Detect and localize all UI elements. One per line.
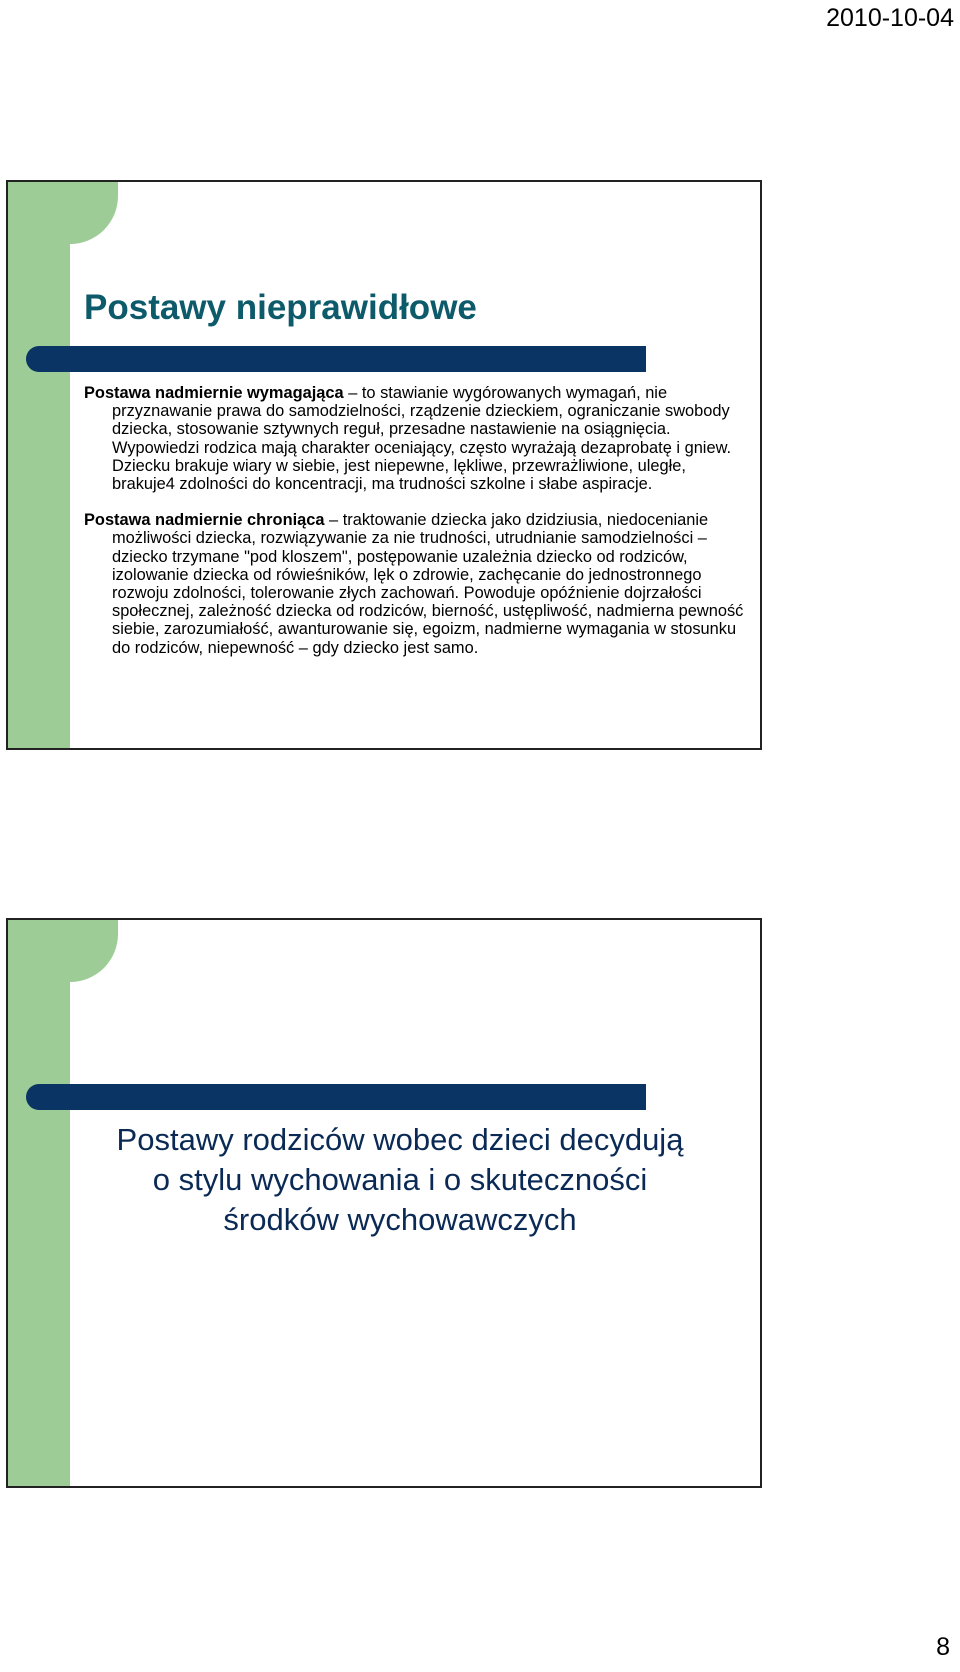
page-date: 2010-10-04 — [826, 4, 954, 32]
slide-1 — [6, 180, 762, 750]
slide-2 — [6, 918, 762, 1488]
term-overprotective: Postawa nadmiernie chroniąca — [84, 511, 325, 530]
page-number: 8 — [936, 1633, 950, 1661]
slide-body — [84, 384, 744, 675]
slide-title: Postawy nieprawidłowe — [84, 288, 477, 327]
slide-statement — [70, 1120, 730, 1240]
green-corner-decoration — [8, 182, 118, 244]
paragraph-overprotective — [84, 511, 744, 657]
green-corner-decoration — [8, 920, 118, 982]
text-demanding: – to stawianie wygórowanych wymagań, nie przyznawanie prawa do samodzielności, rządzenie dzieckiem, ograniczanie swobody dziecka, stosowanie sztywnych reguł, przesadne nastawienie na osiągnięcia. Wypowiedzi rodzica mają charakter oceniający, często wyrażają dezaprobatę i gniew. Dziecku brakuje wiary w siebie, jest niepewne, lękliwe, przewrażliwione, uległe, brakuje4 zdolności do koncentracji, ma trudności szkolne i słabe aspiracje. — [112, 384, 732, 494]
green-side-bar — [8, 182, 70, 748]
navy-title-bar — [26, 1084, 646, 1110]
text-overprotective: – traktowanie dziecka jako dzidziusia, niedocenianie możliwości dziecka, rozwiązywanie za nie trudności, utrudnianie samodzielności – dziecko trzymane "pod kloszem", postępowanie uzależnia dziecko od rodziców, izolowanie dziecka od rówieśników, lęk o zdrowie, zachęcanie do jednostronnego rozwoju zdolności, tolerowanie złych zachowań. Powoduje opóźnienie dojrzałości społecznej, zależność dziecka od rodziców, bierność, ustępliwość, nadmierna pewność siebie, zarozumiałość, awanturowanie się, egoizm, nadmierne wymagania w stosunku do rodziców, niepewność – gdy dziecko jest samo. — [112, 511, 744, 657]
green-corner-curve — [70, 244, 118, 292]
statement-line-2: o stylu wychowania i o skuteczności — [152, 1162, 648, 1197]
paragraph-demanding — [84, 384, 744, 493]
statement-line-3: środków wychowawczych — [223, 1202, 577, 1237]
green-corner-curve — [70, 982, 118, 1030]
statement-line-1: Postawy rodziców wobec dzieci decydują — [116, 1122, 684, 1157]
green-side-bar — [8, 920, 70, 1486]
navy-title-bar — [26, 346, 646, 372]
term-demanding: Postawa nadmiernie wymagająca — [84, 384, 344, 402]
